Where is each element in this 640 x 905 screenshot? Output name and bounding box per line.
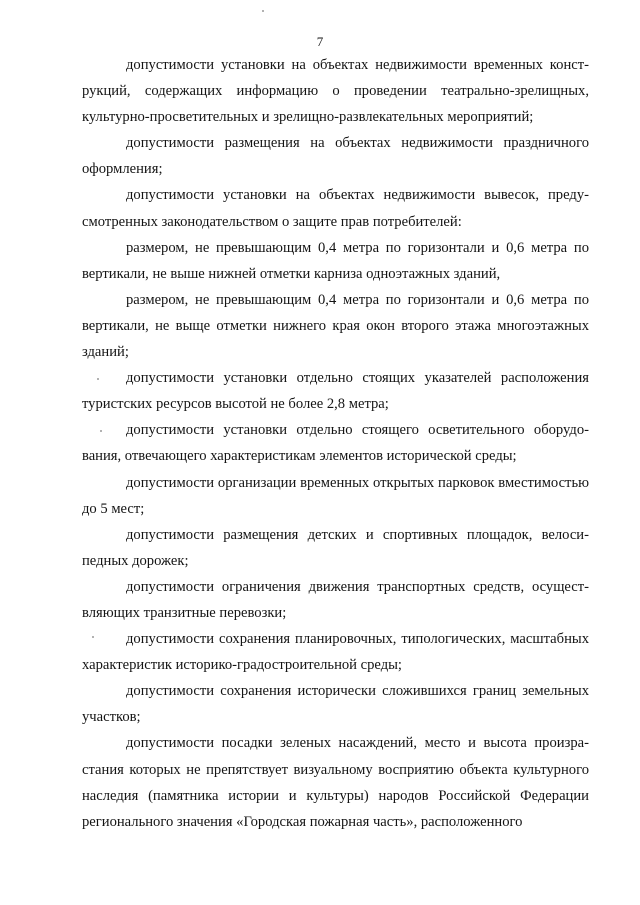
document-body — [82, 52, 589, 835]
scan-speck — [92, 636, 94, 638]
paragraph: допустимости организации временных открытых парковок вместимостью до 5 мест; — [82, 474, 589, 517]
paragraph: допустимости ограничения движения транспортных средств, осуществляющих транзитные перевозки; — [82, 578, 589, 621]
paragraph: допустимости сохранения планировочных, типологических, масштабных характеристик историко-градостроительной среды; — [82, 631, 589, 674]
scan-speck — [262, 10, 264, 12]
paragraph: допустимости установки на объектах недвижимости вывесок, предусмотренных законодательством о защите прав потребителей: — [82, 187, 589, 230]
scan-speck — [97, 378, 99, 380]
paragraph: размером, не превышающим 0,4 метра по горизонтали и 0,6 метра по вертикали, не выше нижней отметки карниза одноэтажных зданий, — [82, 239, 589, 282]
paragraph: размером, не превышающим 0,4 метра по горизонтали и 0,6 метра по вертикали, не выще отметки нижнего края окон второго этажа многоэтажных зданий; — [82, 291, 589, 361]
paragraph: допустимости размещения на объектах недвижимости праздничного оформления; — [82, 135, 589, 178]
page-number: 7 — [316, 34, 324, 49]
paragraph: допустимости размещения детских и спортивных площадок, велосипедных дорожек; — [82, 526, 589, 569]
paragraph: допустимости установки отдельно стоящих указателей расположения туристских ресурсов высотой не более 2,8 метра; — [82, 370, 589, 413]
paragraph: допустимости установки на объектах недвижимости временных конструкций, содержащих информацию о проведении театрально-зрелищных, культурно-просветительных и зрелищно-развлекательных мероприятий; — [82, 57, 589, 126]
paragraph: допустимости сохранения исторически сложившихся границ земельных участков; — [82, 683, 589, 726]
scan-speck — [100, 430, 102, 432]
paragraph: допустимости установки отдельно стоящего осветительного оборудования, отвечающего характеристикам элементов исторической среды; — [82, 422, 589, 465]
paragraph: допустимости посадки зеленых насаждений, место и высота произрастания которых не препятствует визуальному восприятию объекта культурного наследия (памятника истории и культуры) народов Российской Федерации регионального значения «Городская пожарная часть», расположенного — [82, 735, 589, 830]
